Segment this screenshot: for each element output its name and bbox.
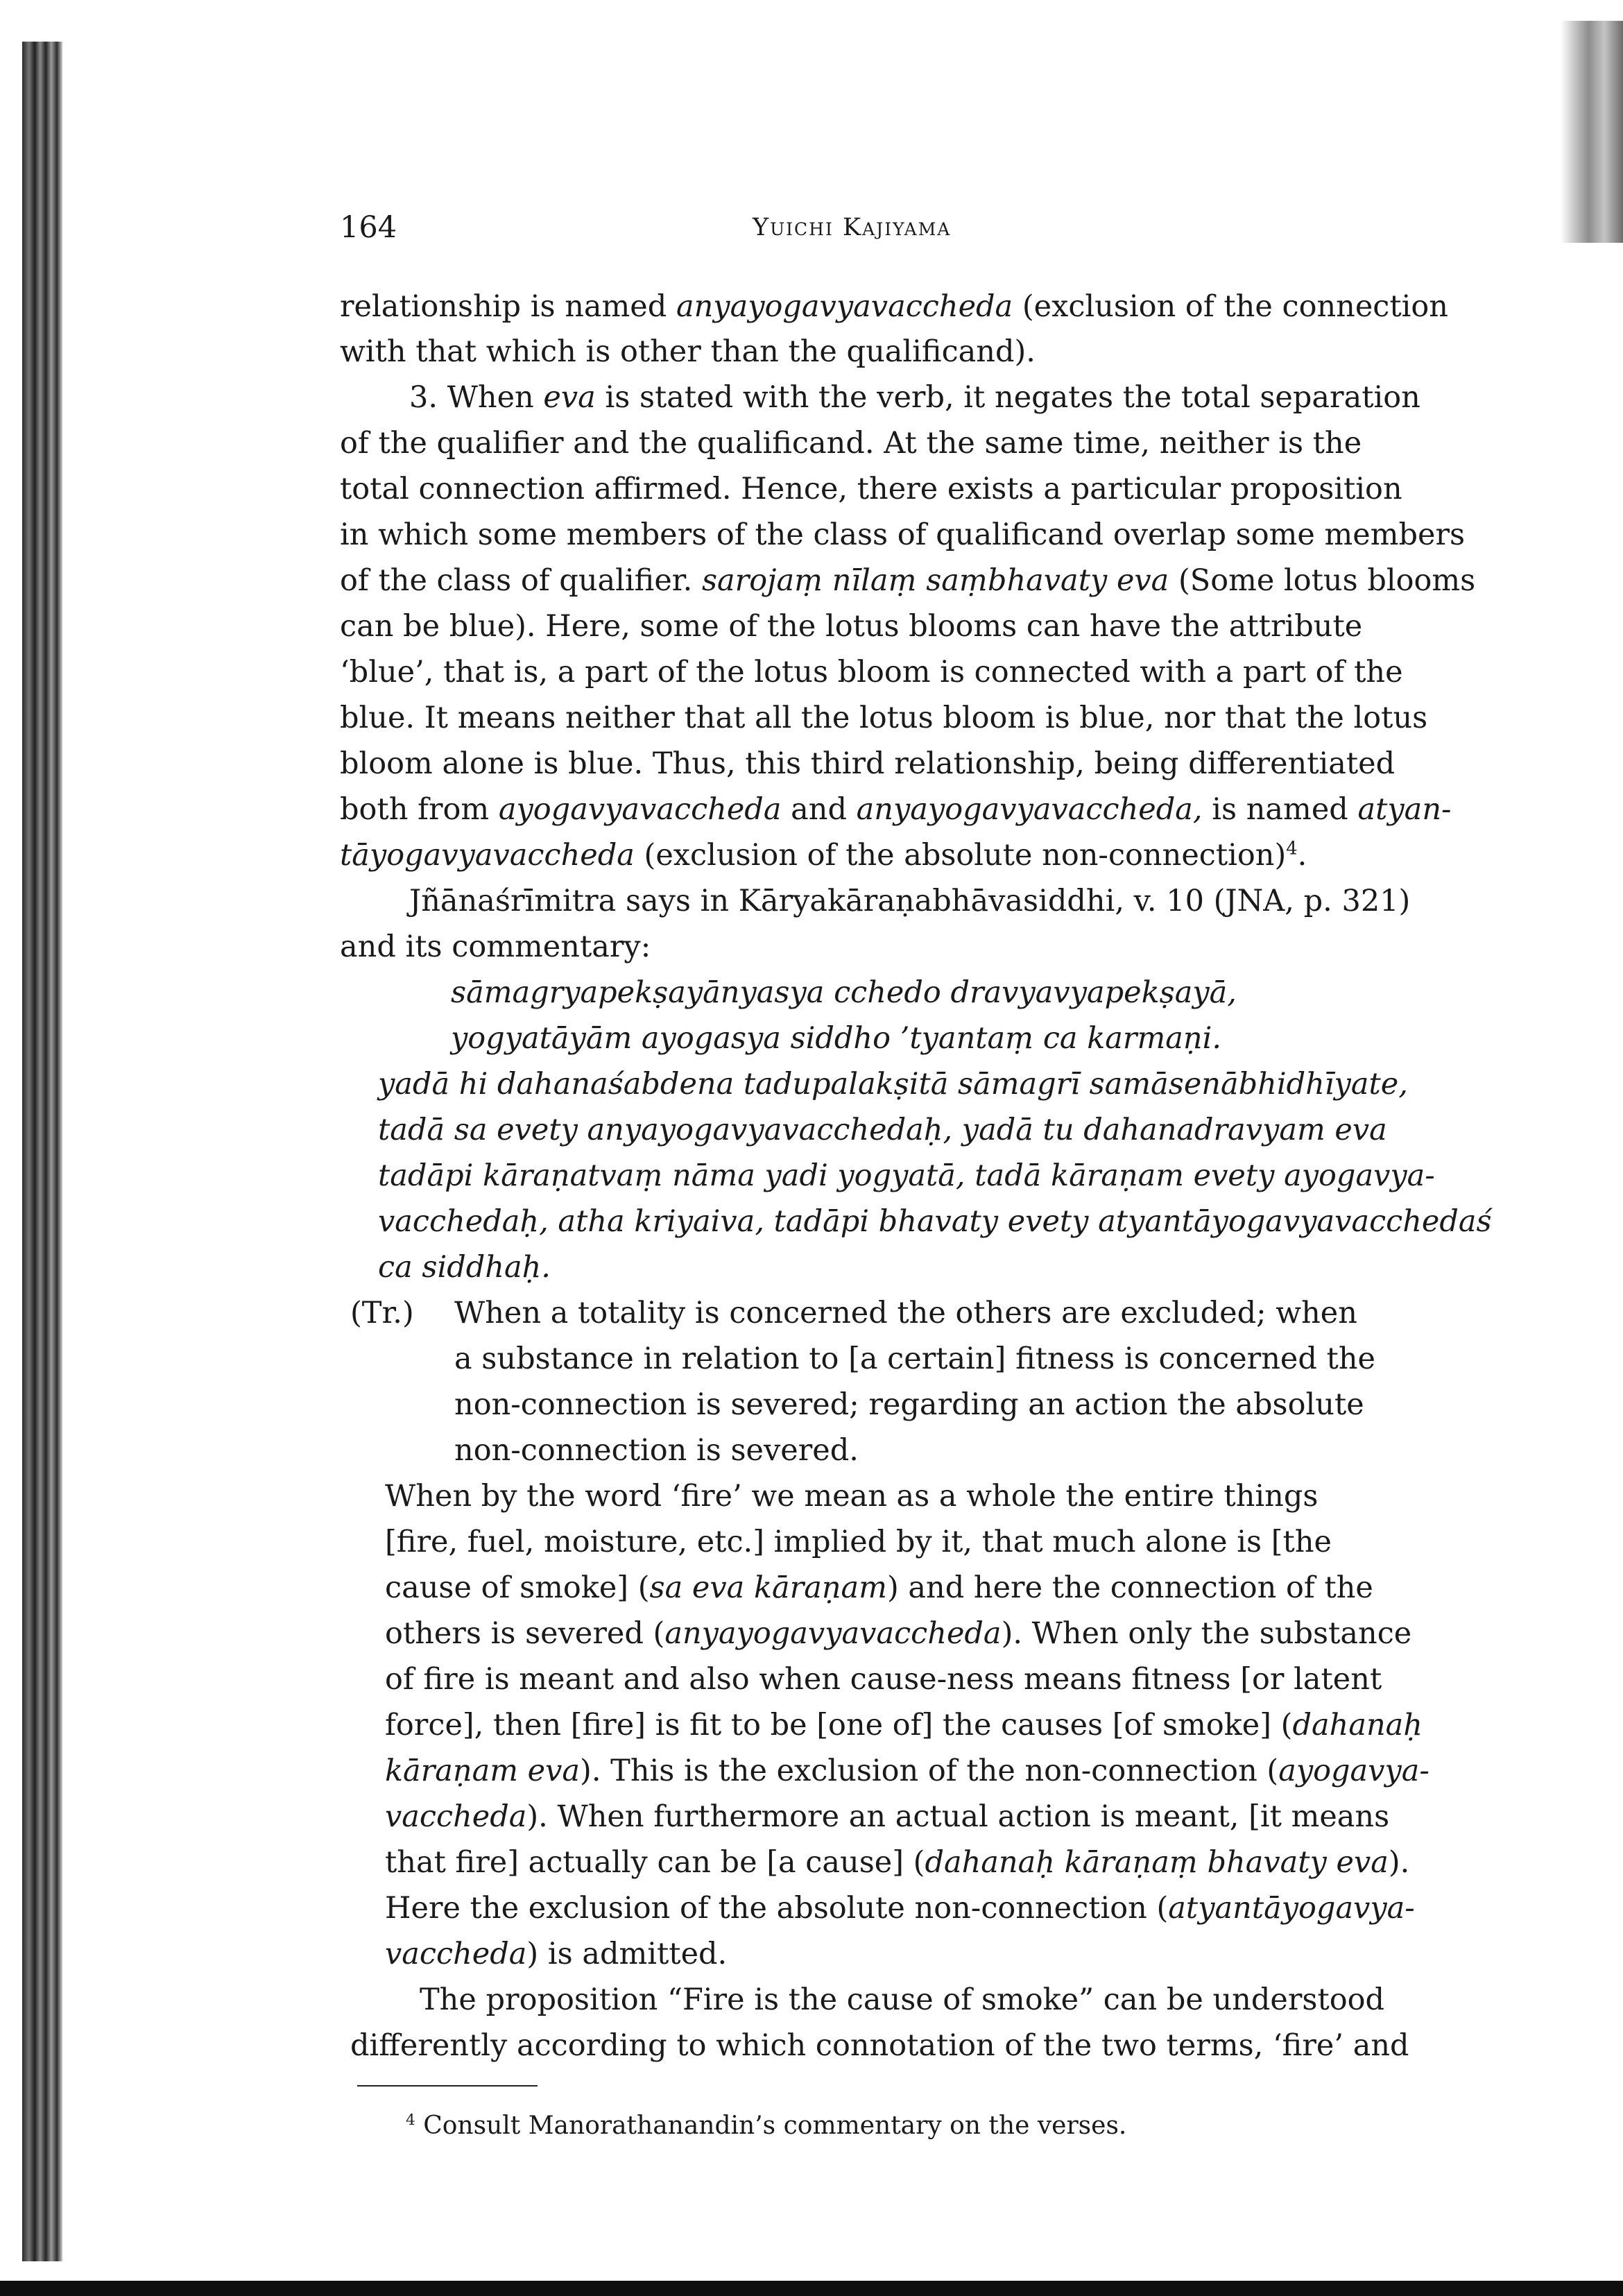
text-line xyxy=(340,425,1362,462)
text-line xyxy=(420,1981,1384,2019)
text-line xyxy=(454,1294,1357,1332)
text-line xyxy=(454,1340,1375,1378)
text-span: is named xyxy=(1202,792,1358,827)
text-line xyxy=(378,1157,1435,1194)
italic-term: anyayogavyavaccheda, xyxy=(856,792,1203,827)
text-span: (exclusion of the connection xyxy=(1013,289,1448,324)
text-line xyxy=(340,608,1362,645)
running-title: Yuichi Kajiyama xyxy=(753,214,952,241)
text-span: that fire] actually can be [a cause] ( xyxy=(385,1845,925,1880)
text-line xyxy=(340,470,1402,508)
text-line xyxy=(385,1569,1373,1607)
text-span: ‘blue’, that is, a part of the lotus bloom is connected with a part of the xyxy=(340,655,1403,689)
text-span: cause of smoke] ( xyxy=(385,1570,650,1605)
italic-term: vacchedaḥ, atha kriyaiva, tadāpi bhavaty evety atyantāyogavyavacchedaś xyxy=(378,1204,1492,1239)
text-line xyxy=(340,745,1395,782)
text-span: ). When only the substance xyxy=(1001,1616,1412,1651)
footnote-text: Consult Manorathanandin’s commentary on the verses. xyxy=(423,2111,1127,2140)
text-line xyxy=(340,288,1448,325)
text-line xyxy=(385,1890,1415,1927)
text-line xyxy=(340,928,651,966)
text-line xyxy=(454,1432,859,1469)
text-line xyxy=(350,1294,414,1332)
text-span: (Some lotus blooms xyxy=(1169,563,1476,598)
text-line xyxy=(378,1111,1387,1149)
italic-term: ayogavyavaccheda xyxy=(498,792,782,827)
text-span: ). This is the exclusion of the non-connection ( xyxy=(580,1754,1279,1788)
italic-term: vaccheda xyxy=(385,1799,527,1834)
text-line xyxy=(451,1020,1221,1057)
italic-term: dahanaḥ xyxy=(1292,1708,1423,1742)
text-span: bloom alone is blue. Thus, this third relationship, being differentiated xyxy=(340,746,1396,781)
text-span: ). xyxy=(1388,1845,1410,1880)
text-line xyxy=(385,1615,1411,1652)
italic-term: ca siddhaḥ. xyxy=(378,1250,551,1285)
text-line xyxy=(350,2027,1409,2064)
text-span: blue. It means neither that all the lotus bloom is blue, nor that the lotus xyxy=(340,701,1428,735)
text-line xyxy=(340,699,1427,737)
text-span: a substance in relation to [a certain] fitness is concerned the xyxy=(454,1342,1375,1376)
italic-term: eva xyxy=(543,380,596,415)
footnote-rule xyxy=(357,2085,538,2087)
italic-term: sarojaṃ nīlaṃ saṃbhavaty eva xyxy=(701,563,1169,598)
text-span: (exclusion of the absolute non-connection) xyxy=(634,838,1287,873)
text-line xyxy=(385,1752,1429,1790)
text-line xyxy=(385,1844,1409,1881)
italic-term: dahanaḥ kāraṇaṃ bhavaty eva xyxy=(925,1845,1389,1880)
text-span: relationship is named xyxy=(340,289,676,324)
italic-term: sāmagryapekṣayānyasya cchedo dravyavyapekṣayā, xyxy=(451,975,1237,1010)
text-span: of the qualifier and the qualificand. At the same time, neither is the xyxy=(340,426,1362,461)
text-span: The proposition “Fire is the cause of smoke” can be understood xyxy=(420,1982,1385,2017)
text-span: force], then [fire] is fit to be [one of] the causes [of smoke] ( xyxy=(385,1708,1293,1742)
italic-term: tadā sa evety anyayogavyavacchedaḥ, yadā tu dahanadravyam eva xyxy=(378,1113,1387,1147)
text-span: is stated with the verb, it negates the total separation xyxy=(595,380,1420,415)
text-span: . xyxy=(1297,838,1307,873)
text-span: of the class of qualifier. xyxy=(340,563,702,598)
italic-term: yadā hi dahanaśabdena tadupalakṣitā sāmagrī samāsenābhidhīyate, xyxy=(378,1067,1408,1102)
text-line xyxy=(378,1203,1492,1240)
footnote-ref: 4 xyxy=(1286,838,1298,859)
text-line xyxy=(378,1065,1408,1103)
italic-term: kāraṇam eva xyxy=(385,1754,581,1788)
italic-term: yogyatāyām ayogasya siddho ’tyantaṃ ca karmaṇi. xyxy=(451,1021,1221,1056)
text-line xyxy=(385,1523,1332,1561)
text-line xyxy=(385,1706,1423,1744)
text-line xyxy=(340,333,1036,370)
page-corner-shadow xyxy=(1561,21,1623,243)
text-line xyxy=(409,882,1410,920)
text-line xyxy=(340,653,1403,691)
page-number: 164 xyxy=(340,210,397,245)
text-line xyxy=(385,1661,1382,1698)
italic-term: ayogavya- xyxy=(1278,1754,1429,1788)
text-span: ) and here the connection of the xyxy=(886,1570,1373,1605)
text-span: differently according to which connotation of the two terms, ‘fire’ and xyxy=(350,2028,1409,2063)
text-span: When by the word ‘fire’ we mean as a whole the entire things xyxy=(385,1479,1319,1514)
text-span: others is severed ( xyxy=(385,1616,665,1651)
text-span: When a totality is concerned the others are excluded; when xyxy=(454,1296,1357,1330)
text-span: with that which is other than the qualificand). xyxy=(340,334,1036,369)
text-line xyxy=(409,379,1420,416)
text-span: Here the exclusion of the absolute non-connection ( xyxy=(385,1891,1169,1926)
italic-term: sa eva kāraṇam xyxy=(649,1570,887,1605)
text-span: ) is admitted. xyxy=(526,1937,728,1971)
italic-term: anyayogavyavaccheda xyxy=(676,289,1013,324)
text-line xyxy=(340,791,1452,828)
italic-term: atyantāyogavya- xyxy=(1168,1891,1415,1926)
footnote-marker: 4 xyxy=(406,2111,415,2129)
text-line xyxy=(378,1249,551,1286)
text-span: non-connection is severed. xyxy=(454,1433,859,1468)
text-span: 3. When xyxy=(409,380,544,415)
text-span: non-connection is severed; regarding an action the absolute xyxy=(454,1387,1364,1422)
text-span: in which some members of the class of qualificand overlap some members xyxy=(340,517,1466,552)
text-line xyxy=(454,1386,1364,1423)
text-span: and its commentary: xyxy=(340,929,651,964)
italic-term: tadāpi kāraṇatvaṃ nāma yadi yogyatā, tadā kāraṇam evety ayogavya- xyxy=(378,1158,1435,1193)
text-line xyxy=(340,562,1475,599)
text-line xyxy=(451,974,1237,1011)
text-span: of fire is meant and also when cause-ness means fitness [or latent xyxy=(385,1662,1382,1697)
footnote xyxy=(406,2109,1126,2143)
text-span: both from xyxy=(340,792,499,827)
italic-term: atyan- xyxy=(1357,792,1452,827)
book-spine-shadow xyxy=(22,42,62,2261)
text-span: Jñānaśrīmitra says in Kāryakāraṇabhāvasiddhi, v. 10 (JNA, p. 321) xyxy=(409,884,1411,918)
italic-term: vaccheda xyxy=(385,1937,527,1971)
text-span: ). When furthermore an actual action is meant, [it means xyxy=(526,1799,1390,1834)
text-span: total connection affirmed. Hence, there exists a particular proposition xyxy=(340,472,1402,506)
text-line xyxy=(385,1798,1389,1835)
text-line xyxy=(385,1935,727,1973)
italic-term: tāyogavyavaccheda xyxy=(340,838,635,873)
text-span: [fire, fuel, moisture, etc.] implied by it, that much alone is [the xyxy=(385,1525,1332,1559)
text-span: can be blue). Here, some of the lotus blooms can have the attribute xyxy=(340,609,1363,644)
italic-term: anyayogavyavaccheda xyxy=(664,1616,1002,1651)
text-line xyxy=(385,1477,1318,1515)
scan-bottom-edge xyxy=(0,2281,1623,2296)
text-line xyxy=(340,837,1307,874)
text-span: and xyxy=(781,792,857,827)
text-span: (Tr.) xyxy=(350,1296,414,1330)
text-line xyxy=(340,516,1465,554)
